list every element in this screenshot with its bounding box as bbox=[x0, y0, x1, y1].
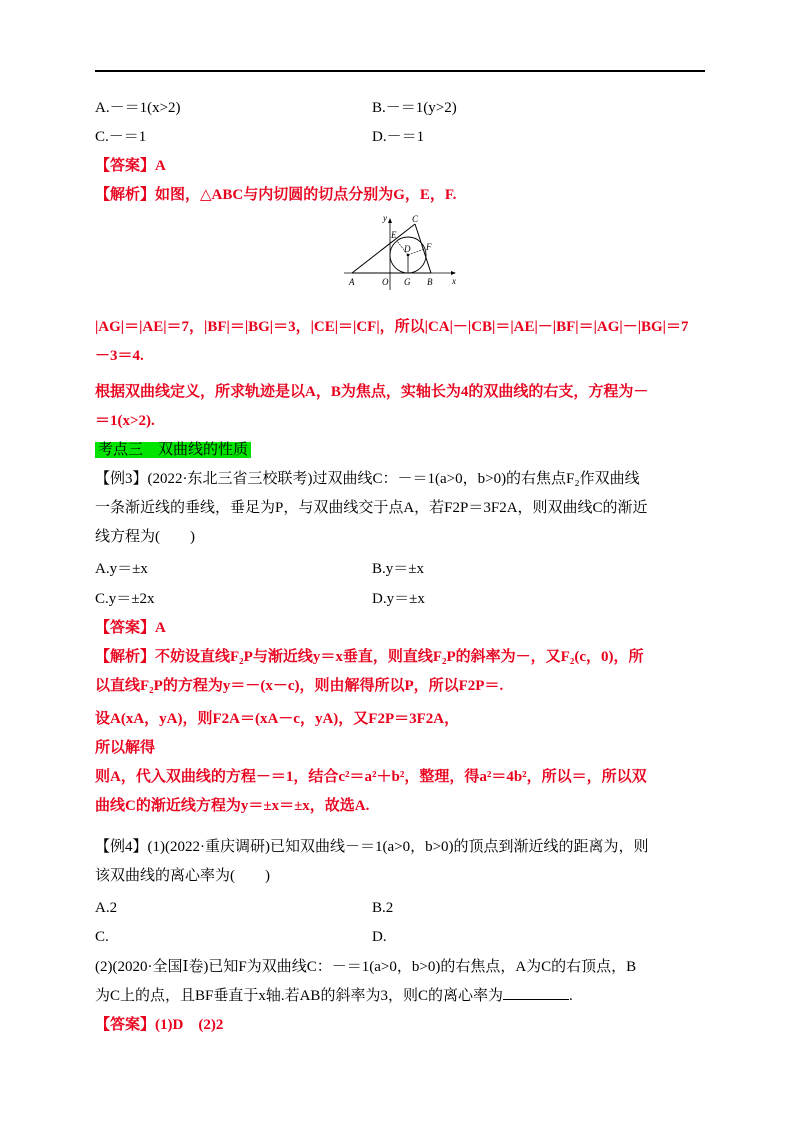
label-d: D bbox=[404, 244, 411, 254]
analysis-1-line3: 根据双曲线定义，所求轨迹是以A，B为焦点，实轴长为4的双曲线的右支，方程为－ bbox=[95, 384, 649, 400]
example3-option-d: D.y＝±x bbox=[372, 591, 425, 607]
analysis-3-line3: 设A(xA，yA)，则F2A＝(xA－c，yA)，又F2P＝3F2A， bbox=[95, 711, 460, 727]
x-axis-arrow bbox=[451, 271, 456, 275]
answer-value: (1)D (2)2 bbox=[155, 1017, 224, 1033]
example4-option-b: B.2 bbox=[372, 900, 394, 916]
analysis-3-line1 bbox=[95, 646, 643, 668]
answer-3 bbox=[95, 617, 166, 639]
example4-option-a: A.2 bbox=[95, 900, 118, 916]
option-d: D.－＝1 bbox=[372, 129, 425, 145]
analysis-tag: 【解析】 bbox=[95, 649, 156, 665]
example3-option-c: C.y＝±2x bbox=[95, 591, 155, 607]
answer-tag: 【答案】 bbox=[95, 620, 156, 636]
label-y: y bbox=[383, 213, 387, 223]
label-e: E bbox=[391, 230, 397, 240]
example3-option-b: B.y＝±x bbox=[372, 561, 424, 577]
label-c: C bbox=[412, 214, 419, 224]
example4-part2-line1: (2)(2020·全国Ⅰ卷)已知F为双曲线C：－＝1(a>0，b>0)的右焦点，A为C的右顶点，B bbox=[95, 959, 637, 975]
answer-1 bbox=[95, 155, 166, 177]
answer-tag: 【答案】 bbox=[95, 1017, 156, 1033]
header-rule bbox=[95, 70, 705, 72]
example4-line1: 【例4】(1)(2022·重庆调研)已知双曲线－＝1(a>0，b>0)的顶点到渐近线的距离为，则 bbox=[95, 839, 649, 855]
example3-line1: 【例3】(2022·东北三省三校联考)过双曲线C：－＝1(a>0，b>0)的右焦点F₂作双曲线 bbox=[95, 471, 640, 487]
analysis-3-line4: 所以解得 bbox=[95, 740, 156, 756]
option-c: C.－＝1 bbox=[95, 129, 147, 145]
analysis-1-line2: －3＝4. bbox=[95, 348, 144, 364]
example4-part2-end: . bbox=[568, 988, 573, 1004]
example4-option-d: D. bbox=[372, 929, 387, 945]
answer-value: A bbox=[155, 620, 166, 636]
label-o: O bbox=[382, 277, 389, 287]
y-axis-arrow bbox=[388, 218, 392, 223]
analysis-text: 不妨设直线F₂P与渐近线y＝x垂直，则直线F₂P的斜率为－，又F₂(c，0)，所 bbox=[155, 649, 644, 665]
analysis-1-line1: |AG|＝|AE|＝7，|BF|＝|BG|＝3，|CE|＝|CF|，所以|CA|－|CB|＝|AE|－|BF|＝|AG|－|BG|＝7 bbox=[95, 319, 689, 335]
example4-option-c: C. bbox=[95, 929, 109, 945]
center-d bbox=[407, 254, 410, 257]
label-a: A bbox=[349, 277, 355, 287]
answer-value: A bbox=[155, 158, 166, 174]
section-heading bbox=[95, 439, 251, 461]
option-a: A.－＝1(x>2) bbox=[95, 100, 181, 116]
answer-blank bbox=[503, 985, 569, 1000]
incircle-figure bbox=[340, 212, 465, 292]
analysis-3-line5: 则A，代入双曲线的方程－＝1，结合c²＝a²＋b²，整理，得a²＝4b²，所以＝，所以双 bbox=[95, 769, 647, 785]
answer-tag: 【答案】 bbox=[95, 158, 156, 174]
label-g: G bbox=[404, 277, 411, 287]
label-f: F bbox=[426, 242, 432, 252]
label-b: B bbox=[427, 277, 433, 287]
example4-part2-line2 bbox=[95, 985, 573, 1007]
analysis-3-line6: 曲线C的渐近线方程为y＝±x＝±x，故选A. bbox=[95, 798, 370, 814]
example3-option-a: A.y＝±x bbox=[95, 561, 148, 577]
section-title: 考点三 双曲线的性质 bbox=[95, 442, 251, 458]
analysis-1-line4: ＝1(x>2). bbox=[95, 413, 155, 429]
option-b: B.－＝1(y>2) bbox=[372, 100, 457, 116]
analysis-1-intro bbox=[95, 184, 456, 206]
label-x: x bbox=[452, 276, 456, 286]
analysis-3-line2: 以直线F₂P的方程为y＝－(x－c)，则由解得所以P，所以F2P＝. bbox=[95, 678, 504, 694]
example4-part2-text: 为C上的点，且BF垂直于x轴.若AB的斜率为3，则C的离心率为 bbox=[95, 988, 503, 1004]
answer-4 bbox=[95, 1014, 223, 1036]
analysis-intro-text: 如图，△ABC与内切圆的切点分别为G，E，F. bbox=[155, 187, 457, 203]
analysis-tag: 【解析】 bbox=[95, 187, 156, 203]
example4-line2: 该双曲线的离心率为( ) bbox=[95, 868, 270, 884]
example3-line3: 线方程为( ) bbox=[95, 529, 195, 545]
example3-line2: 一条渐近线的垂线，垂足为P，与双曲线交于点A，若F2P＝3F2A，则双曲线C的渐近 bbox=[95, 500, 648, 516]
